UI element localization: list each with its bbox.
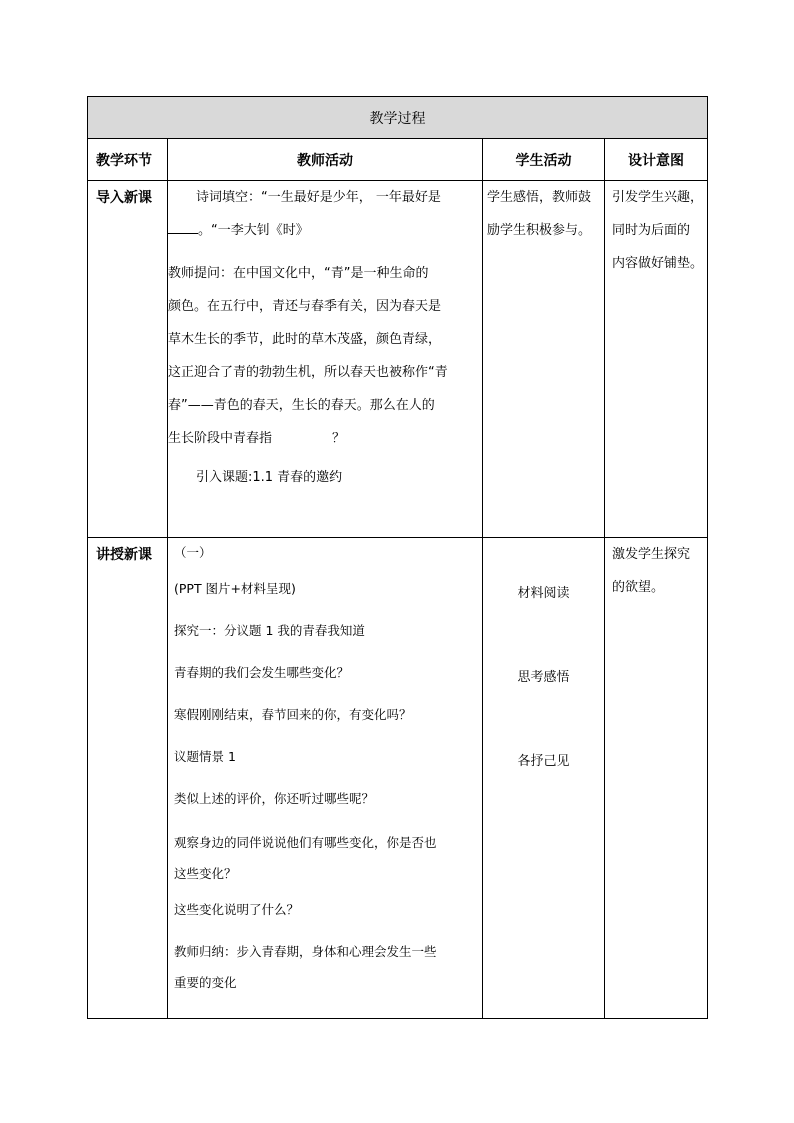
student-activity-line: 材料阅读 (517, 586, 570, 601)
teacher-activity-line: 重要的变化 (174, 975, 237, 990)
design-intent-cell (605, 181, 708, 538)
poem-fill-line: 诗词填空：“一生最好是少年， 一年最好是 (196, 190, 441, 205)
teacher-question-line: 教师提问：在中国文化中，“青”是一种生命的 (168, 266, 429, 281)
teacher-activity-line: 教师归纳：步入青春期，身体和心理会发生一些 (174, 944, 437, 959)
table-title-row (88, 97, 708, 139)
teacher-activity-line: （一） (174, 545, 212, 560)
header-stage: 教学环节 (88, 139, 168, 181)
teacher-activity-line: 类似上述的评价，你还听过哪些呢？ (174, 791, 375, 806)
table-row (88, 181, 708, 538)
teacher-activity-cell (168, 181, 483, 538)
teacher-question-line: 草木生长的季节，此时的草木茂盛，颜色青绿， (168, 332, 442, 347)
teacher-question-last-line: 生长阶段中青春指 ？ (168, 431, 346, 446)
teacher-activity-line: 这些变化？ (174, 866, 237, 881)
teacher-activity-cell (168, 538, 483, 1019)
header-teacher: 教师活动 (168, 139, 483, 181)
teaching-process-table (87, 96, 708, 1019)
student-activity-line: 励学生积极参与。 (487, 223, 592, 238)
table-row (88, 538, 708, 1019)
student-activity-cell (483, 181, 605, 538)
poem-fill-line-2: 。“一李大钊《时》 (168, 214, 482, 247)
design-intent-cell (605, 538, 708, 1019)
design-intent-line: 引发学生兴趣， (612, 190, 704, 205)
teacher-question-line: 颜色。在五行中，青还与春季有关，因为春天是 (168, 299, 442, 314)
header-intent: 设计意图 (605, 139, 708, 181)
teacher-activity-line: 议题情景 1 (174, 749, 236, 764)
teacher-question-line: 这正迎合了青的勃勃生机，所以春天也被称作“青 (168, 365, 448, 380)
table-title: 教学过程 (88, 97, 708, 139)
header-student: 学生活动 (483, 139, 605, 181)
fill-blank (168, 219, 198, 234)
student-activity-line: 各抒己见 (517, 754, 570, 769)
stage-label: 讲授新课 (88, 538, 168, 1019)
design-intent-line: 的欲望。 (612, 580, 665, 595)
teacher-question-line: 春”——青色的春天，生长的春天。那么在人的 (168, 398, 435, 413)
teacher-activity-line: 青春期的我们会发生哪些变化？ (174, 665, 350, 680)
design-intent-line: 同时为后面的 (612, 223, 691, 238)
lesson-topic-intro: 引入课题:1.1 青春的邀约 (196, 470, 343, 485)
stage-label: 导入新课 (88, 181, 168, 538)
student-activity-cell (483, 538, 605, 1019)
teacher-activity-line: 寒假刚刚结束，春节回来的你，有变化吗？ (174, 707, 412, 722)
design-intent-line: 激发学生探究 (612, 547, 691, 562)
table-header-row (88, 139, 708, 181)
teacher-activity-line: (PPT 图片+材料呈现) (174, 581, 296, 596)
teacher-activity-line: 探究一：分议题 1 我的青春我知道 (174, 623, 365, 638)
student-activity-line: 思考感悟 (517, 670, 570, 685)
design-intent-line: 内容做好铺垫。 (612, 256, 704, 271)
student-activity-line: 学生感悟，教师鼓 (487, 190, 592, 205)
teacher-activity-line: 这些变化说明了什么？ (174, 902, 300, 917)
teacher-activity-line: 观察身边的同伴说说他们有哪些变化，你是否也 (174, 835, 437, 850)
